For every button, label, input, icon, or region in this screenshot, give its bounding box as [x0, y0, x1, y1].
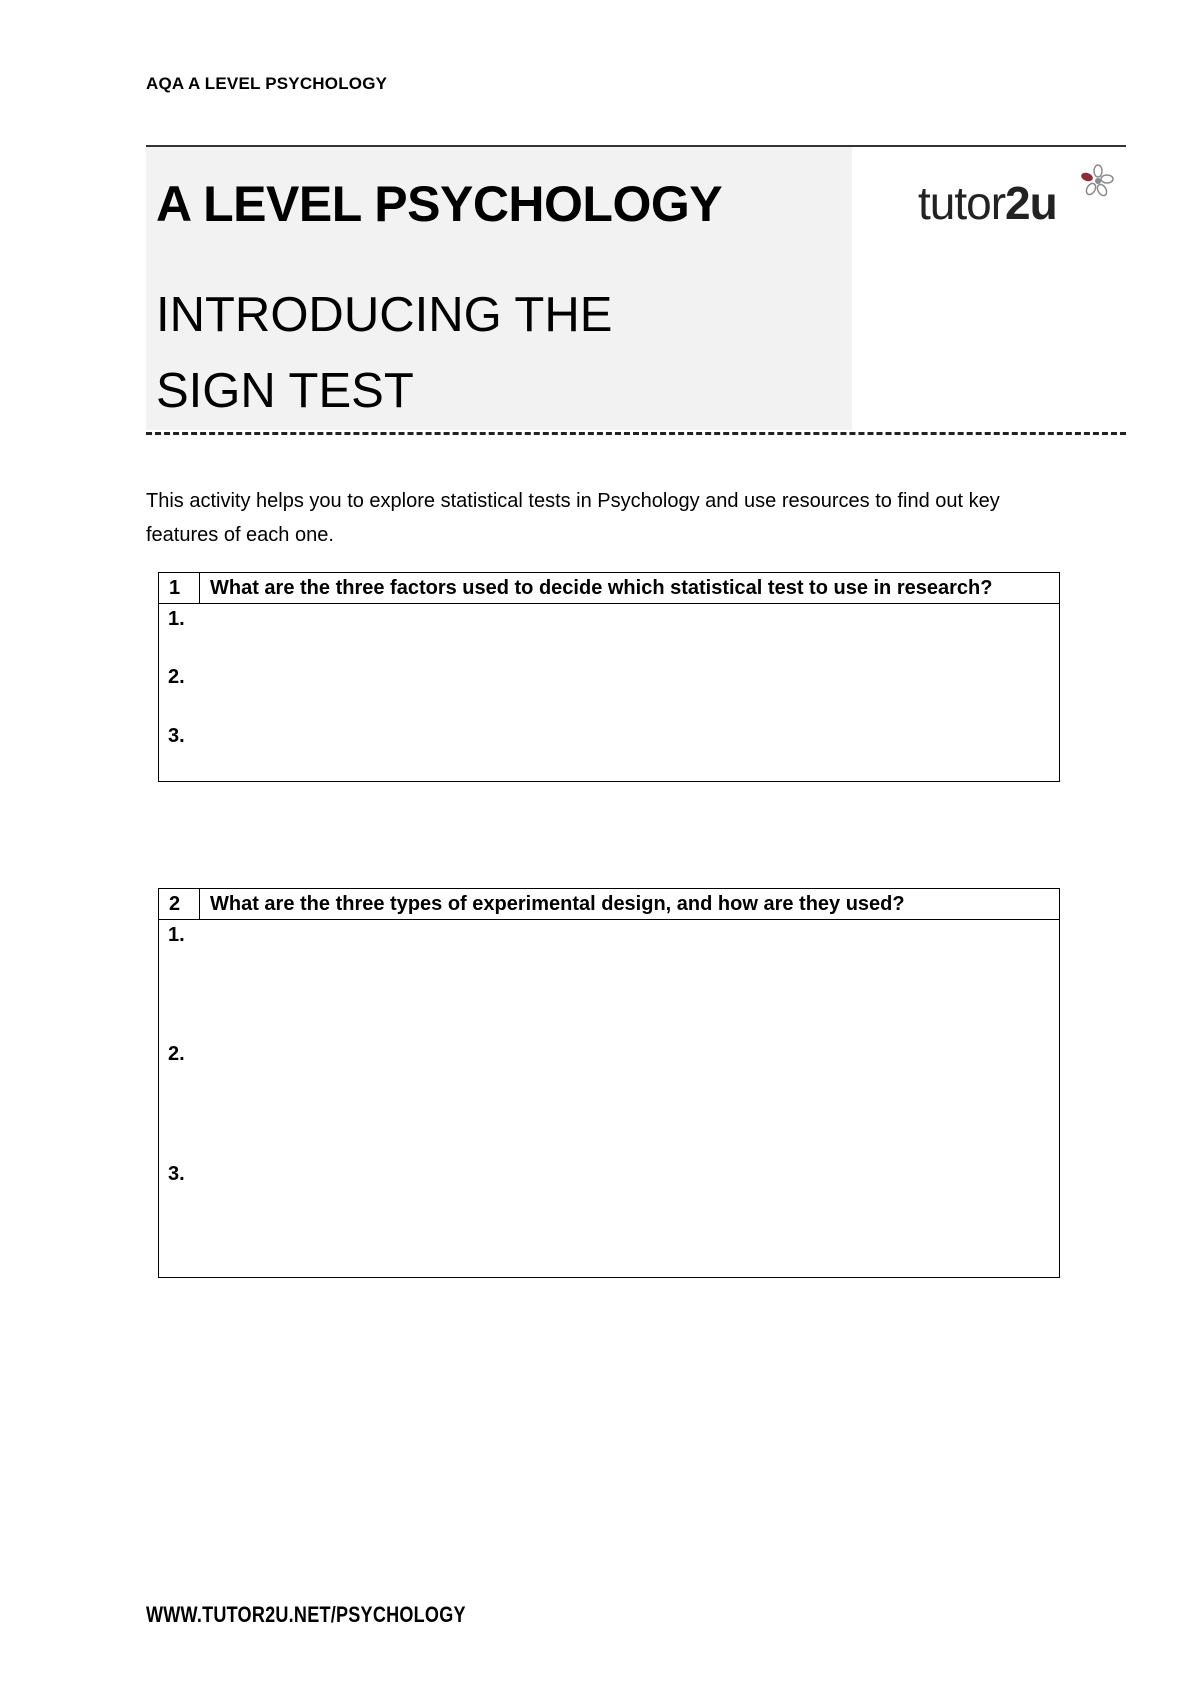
- answer-label-2: 2.: [168, 666, 185, 688]
- question-box-2: [158, 888, 1060, 1278]
- question-header: [159, 889, 1059, 920]
- question-text: What are the three types of experimental design, and how are they used?: [210, 893, 905, 915]
- flower-icon: [1074, 162, 1114, 202]
- answer-label-3: 3.: [168, 1163, 185, 1185]
- answer-label-1: 1.: [168, 608, 185, 630]
- question-box-1: [158, 572, 1060, 782]
- footer-url[interactable]: WWW.TUTOR2U.NET/PSYCHOLOGY: [146, 1602, 466, 1627]
- subtitle-line-1: INTRODUCING THE: [156, 288, 613, 342]
- subtitle: [156, 277, 796, 429]
- title-block: [146, 147, 852, 430]
- question-header: [159, 573, 1059, 604]
- logo-wordmark: [918, 176, 1057, 230]
- main-title: A LEVEL PSYCHOLOGY: [156, 176, 723, 232]
- question-number: 2: [159, 889, 200, 919]
- bottom-dashed-rule: [146, 432, 1126, 435]
- running-header: AQA A LEVEL PSYCHOLOGY: [146, 74, 388, 93]
- answer-label-3: 3.: [168, 725, 185, 747]
- intro-paragraph: This activity helps you to explore statistical tests in Psychology and use resources to find out key features of each one.: [146, 490, 1000, 546]
- subtitle-line-2: SIGN TEST: [156, 364, 414, 418]
- logo-text-bold: 2u: [1005, 177, 1057, 229]
- logo-text-light: tutor: [918, 177, 1006, 229]
- question-text: What are the three factors used to decide which statistical test to use in research?: [210, 577, 993, 599]
- answer-label-1: 1.: [168, 924, 185, 946]
- answer-label-2: 2.: [168, 1043, 185, 1065]
- question-number: 1: [159, 573, 200, 603]
- tutor2u-logo: [918, 160, 1118, 240]
